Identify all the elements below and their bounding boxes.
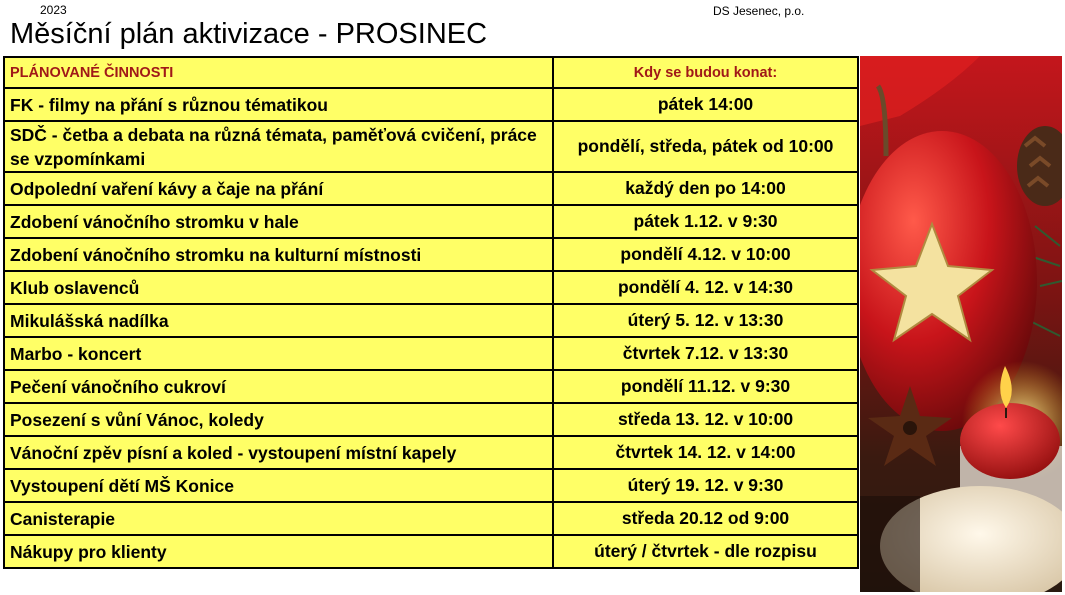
column-header-schedule: Kdy se budou konat: bbox=[554, 56, 859, 89]
table-row bbox=[3, 272, 859, 305]
activity-cell: Klub oslavenců bbox=[3, 272, 554, 305]
schedule-cell: pátek 1.12. v 9:30 bbox=[554, 206, 859, 239]
table-row bbox=[3, 503, 859, 536]
table-row bbox=[3, 206, 859, 239]
schedule-cell: pondělí 4.12. v 10:00 bbox=[554, 239, 859, 272]
activity-cell: Marbo - koncert bbox=[3, 338, 554, 371]
activity-cell: Zdobení vánočního stromku v hale bbox=[3, 206, 554, 239]
schedule-cell: úterý 19. 12. v 9:30 bbox=[554, 470, 859, 503]
schedule-cell: pondělí 4. 12. v 14:30 bbox=[554, 272, 859, 305]
schedule-cell: pondělí, středa, pátek od 10:00 bbox=[554, 122, 859, 173]
activity-cell: Mikulášská nadílka bbox=[3, 305, 554, 338]
activity-cell: Vystoupení dětí MŠ Konice bbox=[3, 470, 554, 503]
schedule-cell: středa 13. 12. v 10:00 bbox=[554, 404, 859, 437]
activity-cell: Vánoční zpěv písní a koled - vystoupení místní kapely bbox=[3, 437, 554, 470]
activity-cell: FK - filmy na přání s různou tématikou bbox=[3, 89, 554, 122]
table-row bbox=[3, 239, 859, 272]
activity-cell: SDČ - četba a debata na různá témata, paměťová cvičení, práce se vzpomínkami bbox=[3, 122, 554, 173]
table-row bbox=[3, 122, 859, 173]
table-row bbox=[3, 437, 859, 470]
activity-cell: Canisterapie bbox=[3, 503, 554, 536]
table-row bbox=[3, 338, 859, 371]
table-row bbox=[3, 371, 859, 404]
activity-cell: Nákupy pro klienty bbox=[3, 536, 554, 569]
schedule-cell: středa 20.12 od 9:00 bbox=[554, 503, 859, 536]
schedule-cell: úterý / čtvrtek - dle rozpisu bbox=[554, 536, 859, 569]
schedule-cell: úterý 5. 12. v 13:30 bbox=[554, 305, 859, 338]
schedule-cell: čtvrtek 7.12. v 13:30 bbox=[554, 338, 859, 371]
organization-label: DS Jesenec, p.o. bbox=[713, 4, 805, 18]
column-header-activities: PLÁNOVANÉ ČINNOSTI bbox=[3, 56, 554, 89]
table-row bbox=[3, 89, 859, 122]
schedule-cell: každý den po 14:00 bbox=[554, 173, 859, 206]
schedule-cell: pondělí 11.12. v 9:30 bbox=[554, 371, 859, 404]
schedule-cell: pátek 14:00 bbox=[554, 89, 859, 122]
activity-cell: Posezení s vůní Vánoc, koledy bbox=[3, 404, 554, 437]
activity-cell: Odpolední vaření kávy a čaje na přání bbox=[3, 173, 554, 206]
year-label: 2023 bbox=[40, 3, 67, 17]
table-row bbox=[3, 536, 859, 569]
table-row bbox=[3, 305, 859, 338]
christmas-apple-candle-photo bbox=[860, 56, 1062, 592]
page-title: Měsíční plán aktivizace - PROSINEC bbox=[10, 18, 488, 50]
table-row bbox=[3, 173, 859, 206]
activity-cell: Zdobení vánočního stromku na kulturní místnosti bbox=[3, 239, 554, 272]
activity-table bbox=[3, 56, 859, 569]
activity-cell: Pečení vánočního cukroví bbox=[3, 371, 554, 404]
christmas-photo-icon bbox=[860, 56, 1062, 592]
table-row bbox=[3, 404, 859, 437]
schedule-cell: čtvrtek 14. 12. v 14:00 bbox=[554, 437, 859, 470]
table-header-row bbox=[3, 56, 859, 89]
table-row bbox=[3, 470, 859, 503]
